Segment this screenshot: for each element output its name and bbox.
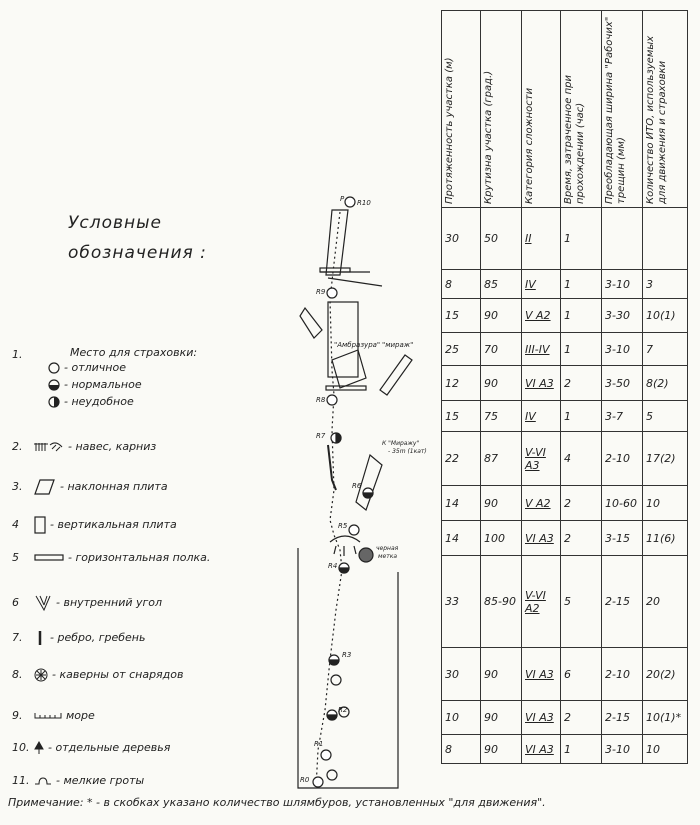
- legend-item-corner: [12, 594, 162, 612]
- cell-grade: VI A3: [522, 735, 561, 764]
- legend-num: 3.: [12, 480, 23, 493]
- cell-ito: 20: [643, 556, 688, 648]
- legend-label: - каверны от снарядов: [52, 668, 184, 681]
- vertical-slab: [328, 302, 358, 377]
- legend-num: 10.: [12, 741, 30, 754]
- cell-time: 6: [561, 648, 602, 701]
- cell-length: 22: [442, 432, 481, 486]
- cavern-icon: [34, 668, 48, 682]
- cell-angle: 85: [481, 270, 522, 299]
- cell-length: 25: [442, 333, 481, 366]
- cavern-icon: [327, 770, 337, 780]
- belay-r0: [313, 777, 323, 787]
- legend-item-trees: [12, 741, 170, 755]
- cell-grade: VI A3: [522, 521, 561, 556]
- cell-time: 1: [561, 270, 602, 299]
- cell-ito: 10(1)*: [643, 701, 688, 735]
- cell-time: 1: [561, 735, 602, 764]
- cell-time: 2: [561, 366, 602, 401]
- footnote: Примечание: * - в скобках указано количество шлямбуров, установленных "для движения".: [8, 796, 546, 809]
- cell-length: 30: [442, 208, 481, 270]
- cell-time: 1: [561, 333, 602, 366]
- cell-ito: 10(1): [643, 299, 688, 333]
- cell-time: 2: [561, 521, 602, 556]
- cell-length: 15: [442, 299, 481, 333]
- belay-normal-icon: [48, 379, 60, 391]
- cell-length: 14: [442, 521, 481, 556]
- annotation-mark: черная: [376, 545, 399, 552]
- belay-r9: [327, 288, 337, 298]
- cell-angle: 90: [481, 735, 522, 764]
- table-row: [442, 735, 688, 764]
- legend-title: [68, 208, 207, 268]
- cell-ito: 8(2): [643, 366, 688, 401]
- cell-grade: IV: [522, 270, 561, 299]
- cell-width: 3-50: [602, 366, 643, 401]
- cell-angle: 100: [481, 521, 522, 556]
- cell-ito: 3: [643, 270, 688, 299]
- cell-length: 14: [442, 486, 481, 521]
- topo-label-r6: R6: [352, 482, 362, 490]
- cell-length: 10: [442, 701, 481, 735]
- belay-excellent: [48, 361, 126, 374]
- annotation-embrasure: "Амбразура": [334, 341, 381, 349]
- cell-width: 3-10: [602, 735, 643, 764]
- topo-label-r3: R3: [342, 651, 352, 659]
- ledge-r8: [326, 386, 366, 390]
- cell-grade: II: [522, 208, 561, 270]
- topo-label-p: P: [340, 195, 345, 203]
- cell-width: 3-15: [602, 521, 643, 556]
- overhang-r9: [320, 272, 382, 286]
- belay-p: [345, 197, 355, 207]
- cell-width: 2-15: [602, 556, 643, 648]
- overhang-r5: [330, 536, 360, 556]
- header-length: Протяженность участка (м): [442, 11, 481, 208]
- table-row: [442, 521, 688, 556]
- legend-item-sea: [12, 709, 95, 722]
- cell-length: 15: [442, 401, 481, 432]
- cell-time: 4: [561, 432, 602, 486]
- cell-length: 8: [442, 270, 481, 299]
- table-row: [442, 366, 688, 401]
- cell-angle: 90: [481, 486, 522, 521]
- legend-item-overhang: [12, 440, 156, 453]
- cell-length: 12: [442, 366, 481, 401]
- cell-grade: V-VI A3: [522, 432, 561, 486]
- cell-angle: 90: [481, 299, 522, 333]
- legend-label: - вертикальная плита: [50, 518, 177, 531]
- table-row: [442, 401, 688, 432]
- annotation-k: К "Миражу": [382, 440, 420, 447]
- cell-grade: V A2: [522, 486, 561, 521]
- legend-item-ledge: [12, 551, 210, 564]
- cell-time: 1: [561, 401, 602, 432]
- legend-num: 1.: [12, 348, 23, 361]
- legend-label: - внутренний угол: [56, 596, 163, 609]
- header-ito: Количество ИТО, используемых для движения и страховки: [643, 11, 688, 208]
- topo-label-r10: R10: [357, 199, 371, 207]
- ridge-icon: [34, 630, 46, 646]
- cell-grade: V A2: [522, 299, 561, 333]
- topo-label-r5: R5: [338, 522, 348, 530]
- cell-ito: [643, 208, 688, 270]
- cell-ito: 5: [643, 401, 688, 432]
- cell-angle: 75: [481, 401, 522, 432]
- legend-item-grottoes: [12, 774, 144, 787]
- legend-num: 6: [12, 596, 19, 609]
- legend-num: 4: [12, 518, 19, 531]
- ridge-r7: [328, 445, 336, 490]
- belay-normal-label: - нормальное: [64, 378, 142, 391]
- header-time: Время, затраченное при прохождении (час): [561, 11, 602, 208]
- table-row: [442, 432, 688, 486]
- cell-angle: 70: [481, 333, 522, 366]
- belay-r1: [321, 750, 331, 760]
- cell-grade: VI A3: [522, 648, 561, 701]
- topo-label-r2: R2: [338, 706, 348, 714]
- cell-angle: 85-90: [481, 556, 522, 648]
- topo-label-r7: R7: [316, 432, 326, 440]
- cell-time: 2: [561, 486, 602, 521]
- cell-ito: 7: [643, 333, 688, 366]
- table-row: [442, 701, 688, 735]
- belay-awkward: [48, 395, 134, 408]
- header-grade: Категория сложности: [522, 11, 561, 208]
- cell-grade: III-IV: [522, 333, 561, 366]
- legend-item-belay: [12, 348, 34, 361]
- vertical-slab-icon: [34, 516, 46, 534]
- cell-width: 2-10: [602, 432, 643, 486]
- sea-icon: [34, 712, 62, 720]
- header-angle: Крутизна участка (град.): [481, 11, 522, 208]
- legend-label: море: [66, 709, 95, 722]
- legend-label: - горизонтальная полка.: [68, 551, 211, 564]
- topo-label-r4: R4: [328, 562, 338, 570]
- cell-angle: 90: [481, 648, 522, 701]
- table-row: [442, 486, 688, 521]
- header-crack-width: Преобладающая ширина "Рабочих" трещин (мм): [602, 11, 643, 208]
- legend-item-slab: [12, 479, 168, 495]
- table-row: [442, 299, 688, 333]
- belay-r8: [327, 395, 337, 405]
- cavern-icon: [331, 675, 341, 685]
- ledge-icon: [34, 554, 64, 562]
- cell-ito: 11(6): [643, 521, 688, 556]
- annotation-k2: - 35m (1кат): [388, 448, 427, 455]
- topo-label-r1: R1: [314, 740, 324, 748]
- cell-width: 3-10: [602, 270, 643, 299]
- ledge-r9: [320, 268, 350, 272]
- route-table: [441, 10, 688, 764]
- cell-width: 3-30: [602, 299, 643, 333]
- cell-ito: 10: [643, 735, 688, 764]
- inner-corner: [300, 308, 322, 338]
- mirage-slab: [380, 355, 412, 395]
- table-row: [442, 556, 688, 648]
- black-mark: [359, 548, 373, 562]
- topo-label-r9: R9: [316, 288, 326, 296]
- legend-title-line2: обозначения :: [68, 243, 207, 263]
- cell-width: 2-15: [602, 701, 643, 735]
- legend-num: 5: [12, 551, 19, 564]
- belay-r5: [349, 525, 359, 535]
- legend-num: 7.: [12, 631, 23, 644]
- cell-angle: 90: [481, 701, 522, 735]
- legend-num: 9.: [12, 709, 23, 722]
- cell-grade: IV: [522, 401, 561, 432]
- cell-grade: VI A3: [522, 701, 561, 735]
- tree-icon: [34, 741, 44, 755]
- cell-time: 1: [561, 208, 602, 270]
- cell-grade: V-VI A2: [522, 556, 561, 648]
- table-row: [442, 648, 688, 701]
- dotted-route: [316, 212, 342, 788]
- legend-item-vertical: [12, 516, 177, 534]
- legend-item-caverns: [12, 668, 184, 682]
- table-body: [442, 208, 688, 764]
- belay-normal: [48, 378, 142, 391]
- belay-heading: Место для страховки:: [70, 346, 198, 359]
- table-row: [442, 333, 688, 366]
- inner-corner-icon: [34, 594, 52, 612]
- annotation-mark2: метка: [378, 553, 398, 560]
- belay-excellent-icon: [48, 362, 60, 374]
- cell-angle: 87: [481, 432, 522, 486]
- cell-time: 1: [561, 299, 602, 333]
- cell-width: [602, 208, 643, 270]
- topo-label-r0: R0: [300, 776, 310, 784]
- legend-num: 11.: [12, 774, 30, 787]
- inclined-slab-icon: [34, 479, 56, 495]
- grotto-icon: [34, 776, 52, 786]
- cell-width: 3-10: [602, 333, 643, 366]
- topo-label-r8: R8: [316, 396, 326, 404]
- cell-length: 30: [442, 648, 481, 701]
- cell-time: 2: [561, 701, 602, 735]
- legend-item-ridge: [12, 630, 145, 646]
- cell-time: 5: [561, 556, 602, 648]
- cell-width: 3-7: [602, 401, 643, 432]
- belay-awkward-icon: [48, 396, 60, 408]
- legend-title-line1: Условные: [68, 213, 162, 233]
- cell-length: 8: [442, 735, 481, 764]
- cell-width: 2-10: [602, 648, 643, 701]
- table-row: [442, 270, 688, 299]
- belay-excellent-label: - отличное: [64, 361, 126, 374]
- cell-width: 10-60: [602, 486, 643, 521]
- legend-num: 2.: [12, 440, 23, 453]
- cell-ito: 20(2): [643, 648, 688, 701]
- cell-ito: 17(2): [643, 432, 688, 486]
- legend-label: - отдельные деревья: [48, 741, 171, 754]
- table-row: [442, 208, 688, 270]
- cell-length: 33: [442, 556, 481, 648]
- route-topo-diagram: [270, 190, 450, 790]
- legend-label: - ребро, гребень: [50, 631, 146, 644]
- annotation-mirage: "мираж": [382, 341, 414, 349]
- cell-grade: VI A3: [522, 366, 561, 401]
- legend-label: - мелкие гроты: [56, 774, 145, 787]
- cell-ito: 10: [643, 486, 688, 521]
- legend-label: - наклонная плита: [60, 480, 168, 493]
- legend-num: 8.: [12, 668, 23, 681]
- base-wall: [298, 548, 398, 788]
- legend-label: - навес, карниз: [68, 440, 157, 453]
- cell-angle: 90: [481, 366, 522, 401]
- belay-awkward-label: - неудобное: [64, 395, 134, 408]
- overhang-icon: [34, 441, 64, 453]
- cell-angle: 50: [481, 208, 522, 270]
- inclined-slab-r8: [332, 350, 366, 388]
